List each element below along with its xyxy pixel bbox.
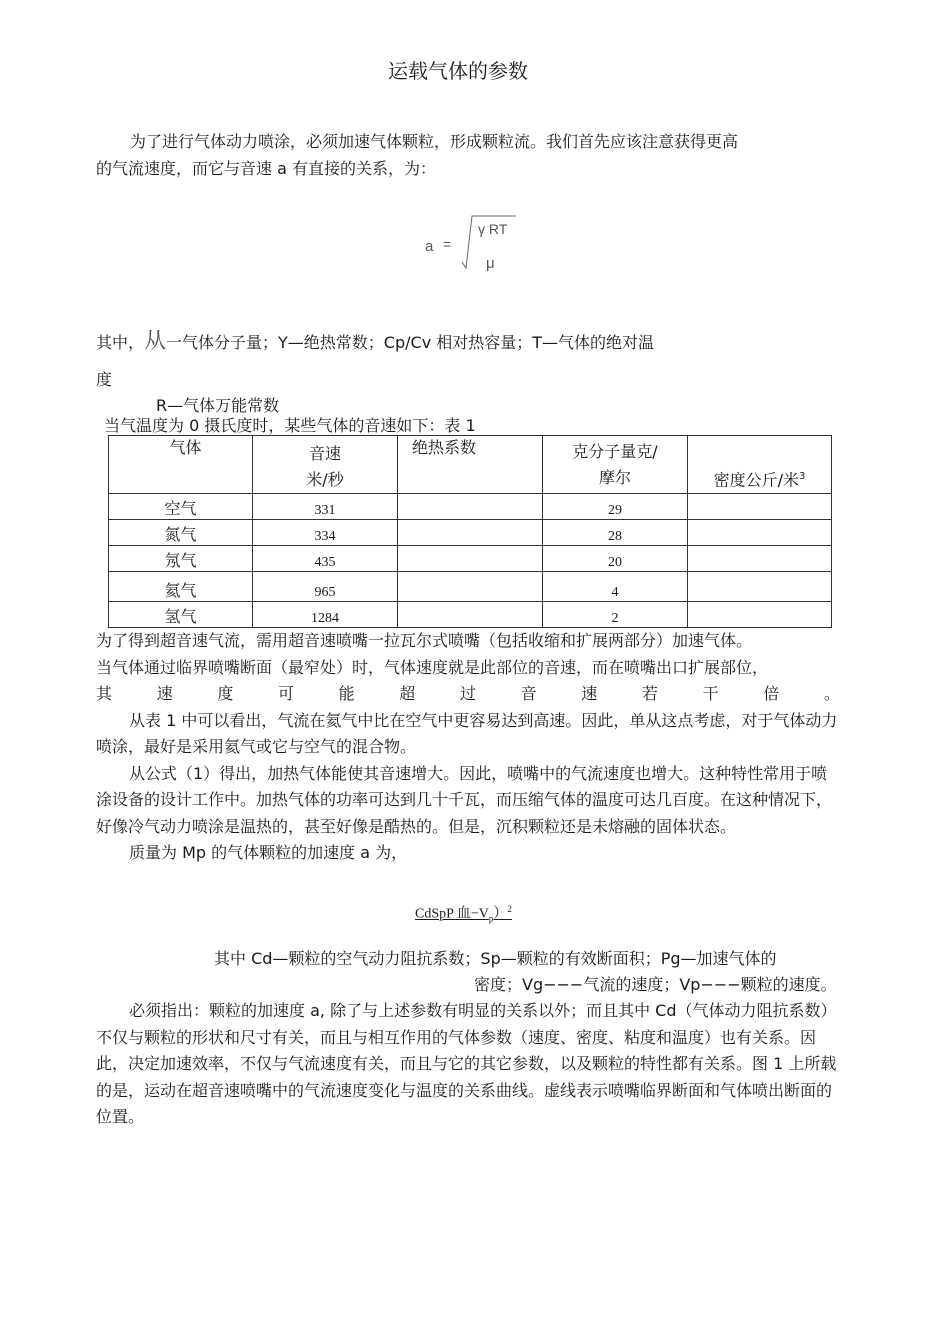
cell-molar: 28 <box>543 520 688 546</box>
where-cont: 度 <box>96 370 113 389</box>
table-row <box>109 546 832 572</box>
cell-adiabatic <box>398 546 543 572</box>
where-text: 一气体分子量；Y—绝热常数；Cp/Cv 相对热容量；T—气体的绝对温 <box>166 333 655 352</box>
header-density: 密度公斤/米$^3$ <box>688 436 832 494</box>
para6: 必须指出：颗粒的加速度 a, 除了与上述参数有明显的关系以外；而且其中 Cd（气体动力阻抗系数）不仅与颗粒的形状和尺寸有关，而且与相互作用的气体参数（速度、密度、粘度和温度）也有关系。因此，决定加速效率，不仅与气流速度有关，而且与它的其它参数，以及颗粒的特性都有关系。图 1 上所载的是，运动在超音速喷嘴中的气流速度变化与温度的关系曲线。虚线表示喷嘴临界断面和气体喷出断面的位置。 <box>96 1001 837 1126</box>
cell-molar: 29 <box>543 494 688 520</box>
where-line <box>96 329 654 356</box>
cell-molar: 4 <box>543 572 688 602</box>
para2-line-3: 其 速 度 可 能 超 过 音 速 若 干 倍 。 <box>96 684 840 703</box>
table-row <box>109 602 832 628</box>
intro-line-1: 为了进行气体动力喷涂，必须加速气体颗粒，形成颗粒流。我们首先应该注意获得更高 <box>130 132 739 151</box>
formula-numerator: γ RT <box>478 221 508 237</box>
cell-gas: 氦气 <box>109 572 253 602</box>
cell-speed: 435 <box>253 546 398 572</box>
table-header-row <box>109 436 832 494</box>
table-row <box>109 520 832 546</box>
cell-gas: 氖气 <box>109 546 253 572</box>
cell-density <box>688 602 832 628</box>
para3: 从表 1 中可以看出，气流在氦气中比在空气中更容易达到高速。因此，单从这点考虑，对于气体动力喷涂，最好是采用氦气或它与空气的混合物。 <box>96 710 838 756</box>
formula-denominator: μ <box>486 255 495 272</box>
sound-speed-formula <box>420 212 520 282</box>
cell-gas: 氢气 <box>109 602 253 628</box>
header-adiabatic: 绝热系数 <box>398 436 543 494</box>
mu-symbol: 从 <box>144 329 167 354</box>
body-text <box>96 628 840 867</box>
table-caption: 当气温度为 0 摄氏度时，某些气体的音速如下：表 1 <box>104 416 476 435</box>
where-prefix: 其中， <box>96 333 145 352</box>
cell-density <box>688 546 832 572</box>
cell-speed: 1284 <box>253 602 398 628</box>
r-definition: R—气体万能常数 <box>156 396 280 415</box>
gas-table <box>108 435 832 628</box>
table-row <box>109 572 832 602</box>
cell-adiabatic <box>398 520 543 546</box>
where2-line-2: 密度；Vg−−−气流的速度；Vp−−−颗粒的速度。 <box>474 975 837 994</box>
intro-line-2: 的气流速度，而它与音速 a 有直接的关系，为： <box>96 159 436 178</box>
cell-density <box>688 494 832 520</box>
where2-line-1: 其中 Cd—颗粒的空气动力阻抗系数；Sp—颗粒的有效断面积；Pg—加速气体的 <box>214 949 777 968</box>
para6-block <box>96 998 840 1131</box>
cell-adiabatic <box>398 602 543 628</box>
cell-adiabatic <box>398 494 543 520</box>
header-molar: 克分子量克/ 摩尔 <box>543 436 688 494</box>
cell-gas: 空气 <box>109 494 253 520</box>
para4: 从公式（1）得出，加热气体能使其音速增大。因此，喷嘴中的气流速度也增大。这种特性常用于喷涂设备的设计工作中。加热气体的功率可达到几十千瓦，而压缩气体的温度可达几百度。在这种情况下，好像冷气动力喷涂是温热的，甚至好像是酷热的。但是，沉积颗粒还是未熔融的固体状态。 <box>96 763 833 836</box>
header-speed: 音速 米/秒 <box>253 436 398 494</box>
cell-speed: 334 <box>253 520 398 546</box>
accel-formula: CdSpP 血$-V_p)^2$ <box>415 904 512 924</box>
cell-molar: 20 <box>543 546 688 572</box>
cell-speed: 331 <box>253 494 398 520</box>
header-gas: 气体 <box>109 436 253 494</box>
cell-speed: 965 <box>253 572 398 602</box>
cell-gas: 氮气 <box>109 520 253 546</box>
para2-line-1: 为了得到超音速气流，需用超音速喷嘴一拉瓦尔式喷嘴（包括收缩和扩展两部分）加速气体。 <box>96 631 753 650</box>
para2-line-2: 当气体通过临界喷嘴断面（最窄处）时，气体速度就是此部位的音速，而在喷嘴出口扩展部位， <box>96 657 769 677</box>
formula-lhs: a <box>425 238 434 255</box>
page-title: 运载气体的参数 <box>388 59 528 83</box>
formula-eq: = <box>443 236 452 252</box>
para5: 质量为 Mp 的气体颗粒的加速度 a 为， <box>129 843 408 862</box>
cell-density <box>688 572 832 602</box>
table-row <box>109 494 832 520</box>
cell-molar: 2 <box>543 602 688 628</box>
cell-adiabatic <box>398 572 543 602</box>
cell-density <box>688 520 832 546</box>
